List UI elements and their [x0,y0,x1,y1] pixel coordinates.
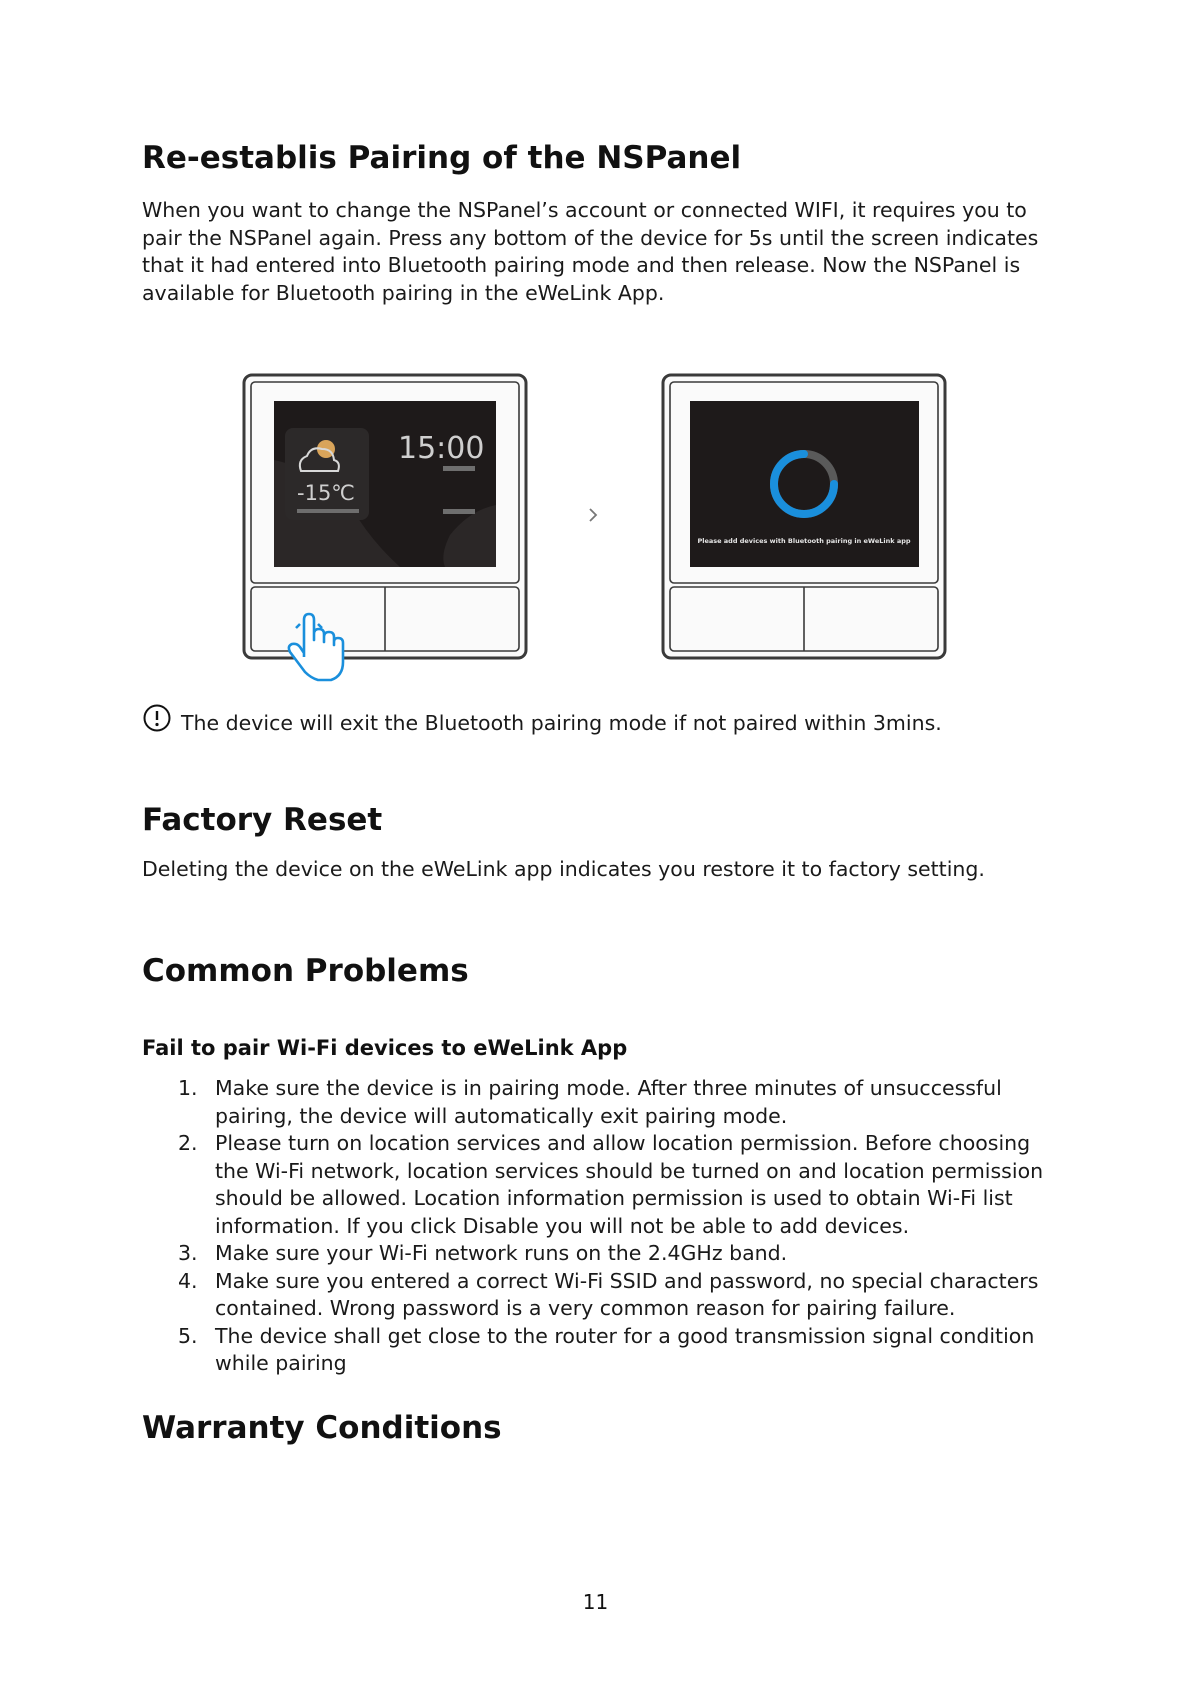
pairing-paragraph: When you want to change the NSPanel’s account or connected WIFI, it requires you to pair the NSPanel again. Press any bottom of the device for 5s until the screen indicates that it had entered into Bluetooth pairing mode and then release. Now the NSPanel is available for Bluetooth pairing in the eWeLink App. [142,198,1039,305]
panel-device-left [244,375,526,680]
list-item-number: 1. [178,1076,198,1100]
list-item [142,1240,1062,1268]
factory-reset-heading: Factory Reset [142,802,383,838]
list-item [142,1323,1062,1378]
pairing-illustration [0,0,1191,700]
list-item-text: Make sure your Wi-Fi network runs on the 2.4GHz band. [215,1241,788,1265]
list-item-number: 5. [178,1323,198,1348]
pairing-screen-text: Please add devices with Bluetooth pairing in eWeLink app [697,537,911,545]
list-item-text: Please turn on location services and allow location permission. Before choosing the Wi-Fi network, location services should be turned on and location permission should be allowed. Location information permission is used to obtain Wi-Fi list information. If you click Disable you will not be able to add devices. [215,1131,1044,1238]
panel-screen-home [274,401,496,567]
panel-device-right [663,375,945,658]
common-problems-heading: Common Problems [142,953,469,989]
list-item-number: 3. [178,1241,198,1265]
warranty-heading: Warranty Conditions [142,1410,502,1446]
pair-fail-subheading: Fail to pair Wi-Fi devices to eWeLink App [142,1036,628,1060]
list-item-text: Make sure the device is in pairing mode. After three minutes of unsuccessful pairing, the device will automatically exit pairing mode. [215,1076,1002,1128]
list-item [142,1130,1062,1240]
list-item-text: Make sure you entered a correct Wi-Fi SSID and password, no special characters contained. Wrong password is a very common reason for pairing failure. [215,1268,1039,1320]
page-number: 11 [582,1590,609,1614]
list-item-text: The device shall get close to the router for a good transmission signal condition while pairing [215,1323,1035,1375]
alert-circle-icon [142,703,174,735]
note-text: The device will exit the Bluetooth pairing mode if not paired within 3mins. [181,711,942,735]
clock-time: 15:00 [398,431,485,466]
temperature-reading: -15℃ [297,481,355,505]
troubleshooting-list [142,1075,1062,1378]
list-item-number: 2. [178,1131,198,1155]
list-item [142,1268,1062,1323]
factory-reset-paragraph: Deleting the device on the eWeLink app indicates you restore it to factory setting. [142,857,985,881]
panel-screen-pairing [690,401,919,567]
chevron-right-icon [590,509,596,521]
list-item [142,1075,1062,1130]
pairing-heading: Re-establis Pairing of the NSPanel [142,140,742,176]
list-item-number: 4. [178,1268,198,1293]
